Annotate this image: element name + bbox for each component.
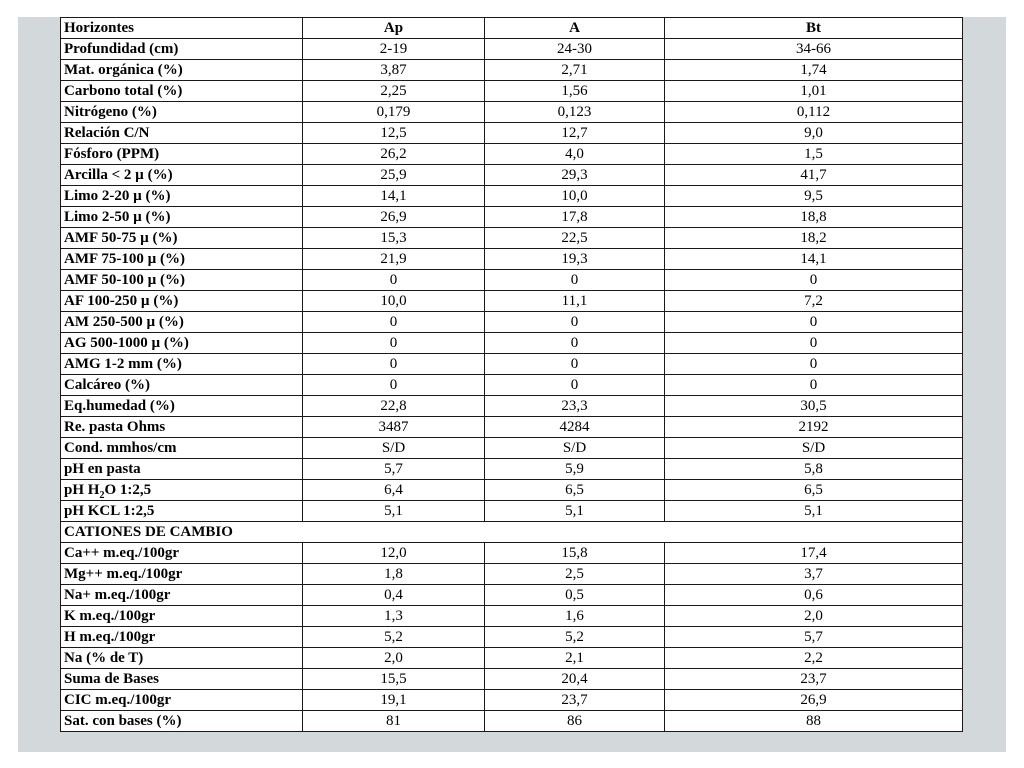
row-label: pH en pasta bbox=[61, 459, 303, 480]
cell-a: 12,7 bbox=[485, 123, 665, 144]
cell-a: 17,8 bbox=[485, 207, 665, 228]
cell-a: 0 bbox=[485, 333, 665, 354]
table-row bbox=[61, 39, 963, 60]
cell-bt: 1,74 bbox=[665, 60, 963, 81]
row-label: AMF 75-100 µ (%) bbox=[61, 249, 303, 270]
cell-bt: 18,8 bbox=[665, 207, 963, 228]
table-row bbox=[61, 375, 963, 396]
cell-ap: 14,1 bbox=[303, 186, 485, 207]
cell-a: 1,6 bbox=[485, 606, 665, 627]
cell-bt: 0 bbox=[665, 333, 963, 354]
cell-a: 4284 bbox=[485, 417, 665, 438]
row-label-subscript: 2 bbox=[99, 490, 105, 501]
table-row bbox=[61, 249, 963, 270]
row-label: Mg++ m.eq./100gr bbox=[61, 564, 303, 585]
cell-ap: 15,5 bbox=[303, 669, 485, 690]
cell-bt: 6,5 bbox=[665, 480, 963, 501]
cell-ap: 2,25 bbox=[303, 81, 485, 102]
cell-bt: 5,1 bbox=[665, 501, 963, 522]
cell-bt: 7,2 bbox=[665, 291, 963, 312]
cell-ap: 26,9 bbox=[303, 207, 485, 228]
table-row bbox=[61, 291, 963, 312]
row-label: Calcáreo (%) bbox=[61, 375, 303, 396]
header-row bbox=[61, 18, 963, 39]
cell-bt: 0,112 bbox=[665, 102, 963, 123]
cell-a: 5,9 bbox=[485, 459, 665, 480]
cell-a: S/D bbox=[485, 438, 665, 459]
cell-ap: 5,2 bbox=[303, 627, 485, 648]
header-horizontes: Horizontes bbox=[61, 18, 303, 39]
cell-bt: 2192 bbox=[665, 417, 963, 438]
row-label: AM 250-500 µ (%) bbox=[61, 312, 303, 333]
table-row bbox=[61, 270, 963, 291]
cell-a: 6,5 bbox=[485, 480, 665, 501]
table-row bbox=[61, 606, 963, 627]
table-row bbox=[61, 186, 963, 207]
row-label: Fósforo (PPM) bbox=[61, 144, 303, 165]
cell-ap: 0 bbox=[303, 270, 485, 291]
cell-ap: 22,8 bbox=[303, 396, 485, 417]
cell-bt: 34-66 bbox=[665, 39, 963, 60]
cell-a: 5,2 bbox=[485, 627, 665, 648]
row-label: Mat. orgánica (%) bbox=[61, 60, 303, 81]
row-label: pH KCL 1:2,5 bbox=[61, 501, 303, 522]
row-label: Limo 2-50 µ (%) bbox=[61, 207, 303, 228]
section-title: CATIONES DE CAMBIO bbox=[61, 522, 963, 543]
cell-ap: S/D bbox=[303, 438, 485, 459]
cell-bt: 17,4 bbox=[665, 543, 963, 564]
cell-a: 11,1 bbox=[485, 291, 665, 312]
cell-bt: S/D bbox=[665, 438, 963, 459]
table-row bbox=[61, 333, 963, 354]
row-label: Sat. con bases (%) bbox=[61, 711, 303, 732]
cell-bt: 88 bbox=[665, 711, 963, 732]
row-label: Limo 2-20 µ (%) bbox=[61, 186, 303, 207]
cell-ap: 81 bbox=[303, 711, 485, 732]
table-row bbox=[61, 480, 963, 501]
table-row bbox=[61, 627, 963, 648]
cell-bt: 1,5 bbox=[665, 144, 963, 165]
cell-a: 24-30 bbox=[485, 39, 665, 60]
row-label: Re. pasta Ohms bbox=[61, 417, 303, 438]
cell-a: 0,123 bbox=[485, 102, 665, 123]
header-ap: Ap bbox=[303, 18, 485, 39]
cell-a: 2,71 bbox=[485, 60, 665, 81]
cell-bt: 2,0 bbox=[665, 606, 963, 627]
row-label: AMF 50-75 µ (%) bbox=[61, 228, 303, 249]
row-label-part: O 1:2,5 bbox=[104, 482, 152, 498]
row-label: Eq.humedad (%) bbox=[61, 396, 303, 417]
cell-a: 2,1 bbox=[485, 648, 665, 669]
cell-bt: 2,2 bbox=[665, 648, 963, 669]
header-bt: Bt bbox=[665, 18, 963, 39]
cell-a: 1,56 bbox=[485, 81, 665, 102]
cell-ap: 12,5 bbox=[303, 123, 485, 144]
table-row bbox=[61, 354, 963, 375]
cell-bt: 26,9 bbox=[665, 690, 963, 711]
cell-ap: 25,9 bbox=[303, 165, 485, 186]
cell-ap: 5,7 bbox=[303, 459, 485, 480]
cell-a: 23,7 bbox=[485, 690, 665, 711]
cell-ap: 5,1 bbox=[303, 501, 485, 522]
cell-ap: 6,4 bbox=[303, 480, 485, 501]
table-row bbox=[61, 690, 963, 711]
cell-ap: 3487 bbox=[303, 417, 485, 438]
cell-bt: 0 bbox=[665, 270, 963, 291]
cell-bt: 23,7 bbox=[665, 669, 963, 690]
cell-a: 2,5 bbox=[485, 564, 665, 585]
table-row bbox=[61, 102, 963, 123]
row-label: AF 100-250 µ (%) bbox=[61, 291, 303, 312]
cell-ap: 0 bbox=[303, 312, 485, 333]
table-row bbox=[61, 438, 963, 459]
row-label: Na+ m.eq./100gr bbox=[61, 585, 303, 606]
table-row bbox=[61, 312, 963, 333]
cell-bt: 0,6 bbox=[665, 585, 963, 606]
table-row bbox=[61, 165, 963, 186]
table-row bbox=[61, 417, 963, 438]
cell-a: 4,0 bbox=[485, 144, 665, 165]
cell-a: 23,3 bbox=[485, 396, 665, 417]
table-row bbox=[61, 396, 963, 417]
table-row bbox=[61, 207, 963, 228]
cell-a: 29,3 bbox=[485, 165, 665, 186]
cell-a: 20,4 bbox=[485, 669, 665, 690]
cell-bt: 3,7 bbox=[665, 564, 963, 585]
row-label: Suma de Bases bbox=[61, 669, 303, 690]
cell-a: 10,0 bbox=[485, 186, 665, 207]
cell-ap: 2-19 bbox=[303, 39, 485, 60]
section-row bbox=[61, 522, 963, 543]
cell-ap: 2,0 bbox=[303, 648, 485, 669]
cell-ap: 12,0 bbox=[303, 543, 485, 564]
table-row bbox=[61, 501, 963, 522]
cell-a: 0 bbox=[485, 375, 665, 396]
cell-bt: 0 bbox=[665, 354, 963, 375]
cell-a: 0 bbox=[485, 312, 665, 333]
row-label: AMF 50-100 µ (%) bbox=[61, 270, 303, 291]
cell-ap: 15,3 bbox=[303, 228, 485, 249]
cell-a: 86 bbox=[485, 711, 665, 732]
table-row bbox=[61, 648, 963, 669]
row-label: Cond. mmhos/cm bbox=[61, 438, 303, 459]
cell-bt: 1,01 bbox=[665, 81, 963, 102]
table-row bbox=[61, 564, 963, 585]
table-row bbox=[61, 585, 963, 606]
table-row bbox=[61, 459, 963, 480]
row-label: H m.eq./100gr bbox=[61, 627, 303, 648]
cell-ap: 21,9 bbox=[303, 249, 485, 270]
row-label: Ca++ m.eq./100gr bbox=[61, 543, 303, 564]
soil-analysis-table bbox=[60, 17, 963, 732]
cell-ap: 0 bbox=[303, 333, 485, 354]
cell-bt: 0 bbox=[665, 375, 963, 396]
cell-a: 22,5 bbox=[485, 228, 665, 249]
row-label: AMG 1-2 mm (%) bbox=[61, 354, 303, 375]
cell-bt: 30,5 bbox=[665, 396, 963, 417]
cell-ap: 1,3 bbox=[303, 606, 485, 627]
row-label: Nitrógeno (%) bbox=[61, 102, 303, 123]
table-row bbox=[61, 123, 963, 144]
row-label: Profundidad (cm) bbox=[61, 39, 303, 60]
cell-ap: 0 bbox=[303, 375, 485, 396]
cell-a: 0 bbox=[485, 354, 665, 375]
cell-bt: 14,1 bbox=[665, 249, 963, 270]
table-row bbox=[61, 228, 963, 249]
table-row bbox=[61, 669, 963, 690]
table-row bbox=[61, 543, 963, 564]
cell-ap: 0 bbox=[303, 354, 485, 375]
cell-bt: 41,7 bbox=[665, 165, 963, 186]
row-label-part: pH H bbox=[64, 482, 100, 498]
row-label: AG 500-1000 µ (%) bbox=[61, 333, 303, 354]
table-row bbox=[61, 81, 963, 102]
cell-bt: 0 bbox=[665, 312, 963, 333]
cell-ap: 0,179 bbox=[303, 102, 485, 123]
row-label bbox=[61, 480, 303, 501]
row-label: Na (% de T) bbox=[61, 648, 303, 669]
cell-bt: 9,0 bbox=[665, 123, 963, 144]
cell-a: 0,5 bbox=[485, 585, 665, 606]
cell-bt: 5,8 bbox=[665, 459, 963, 480]
row-label: CIC m.eq./100gr bbox=[61, 690, 303, 711]
cell-bt: 5,7 bbox=[665, 627, 963, 648]
cell-a: 19,3 bbox=[485, 249, 665, 270]
cell-bt: 18,2 bbox=[665, 228, 963, 249]
cell-a: 5,1 bbox=[485, 501, 665, 522]
cell-a: 0 bbox=[485, 270, 665, 291]
cell-bt: 9,5 bbox=[665, 186, 963, 207]
cell-a: 15,8 bbox=[485, 543, 665, 564]
row-label: Relación C/N bbox=[61, 123, 303, 144]
row-label: K m.eq./100gr bbox=[61, 606, 303, 627]
table-row bbox=[61, 711, 963, 732]
row-label: Arcilla < 2 µ (%) bbox=[61, 165, 303, 186]
header-a: A bbox=[485, 18, 665, 39]
table-row bbox=[61, 60, 963, 81]
cell-ap: 10,0 bbox=[303, 291, 485, 312]
row-label: Carbono total (%) bbox=[61, 81, 303, 102]
table-row bbox=[61, 144, 963, 165]
cell-ap: 26,2 bbox=[303, 144, 485, 165]
cell-ap: 19,1 bbox=[303, 690, 485, 711]
cell-ap: 1,8 bbox=[303, 564, 485, 585]
cell-ap: 3,87 bbox=[303, 60, 485, 81]
cell-ap: 0,4 bbox=[303, 585, 485, 606]
